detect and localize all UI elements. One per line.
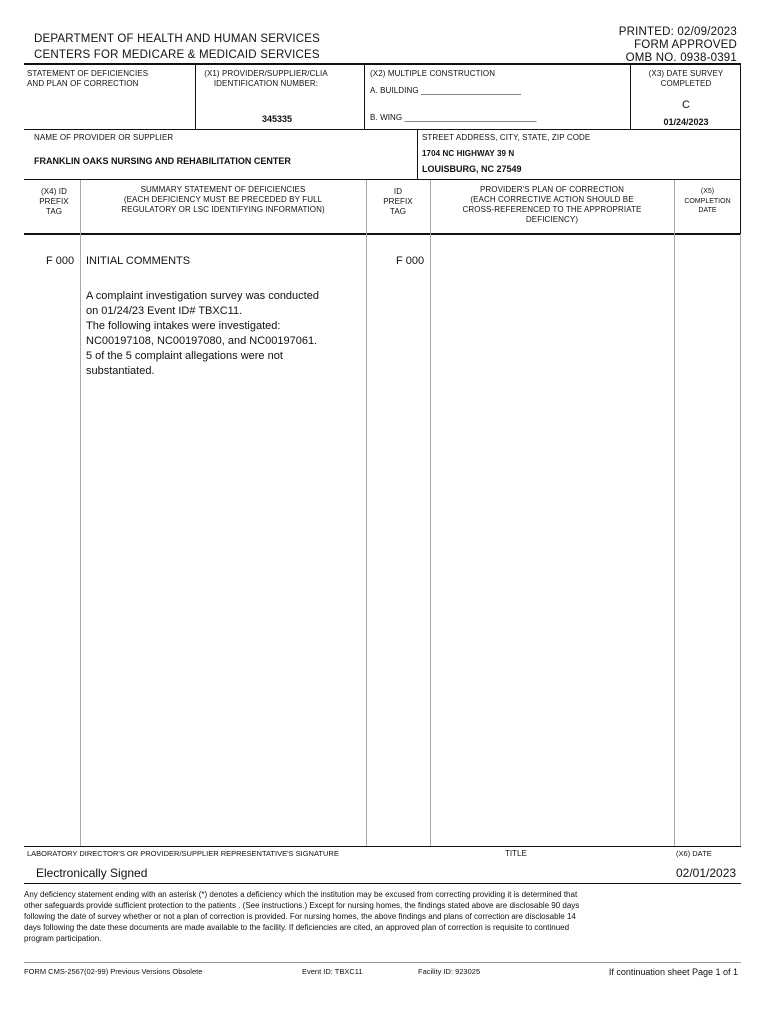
building-label: A. BUILDING ______________________ (370, 86, 522, 95)
signature-value: Electronically Signed (36, 866, 148, 880)
survey-code: C (682, 99, 690, 111)
deficiency-tag: F 000 (46, 255, 75, 267)
city-state-zip: LOUISBURG, NC 27549 (422, 164, 522, 174)
plan-header: PROVIDER'S PLAN OF CORRECTION (EACH CORRECTIVE ACTION SHOULD BE CROSS-REFERENCED TO THE APPROPRIATE DEFICIENCY) (462, 185, 642, 224)
title-label: TITLE (505, 849, 527, 858)
signature-date: 02/01/2023 (676, 866, 737, 880)
provider-id-number: 345335 (262, 114, 293, 124)
x3-label: (X3) DATE SURVEY COMPLETED (648, 69, 724, 88)
x4-header: (X4) ID PREFIX TAG (39, 187, 69, 216)
entry-text: A complaint investigation survey was conducted on 01/24/23 Event ID# TBXC11. The following intakes were investigated: NC00197108, NC00197080, and NC00197061. 5 of the 5 complaint allegations were not substantiated. (86, 290, 319, 377)
survey-date: 01/24/2023 (663, 117, 709, 127)
id-header: ID PREFIX TAG (383, 187, 413, 216)
form-number: FORM CMS-2567(02-99) Previous Versions Obsolete (24, 967, 203, 976)
summary-header: SUMMARY STATEMENT OF DEFICIENCIES (EACH DEFICIENCY MUST BE PRECEDED BY FULL REGULATORY OR LSC IDENTIFYING INFORMATION) (121, 185, 325, 214)
signature-label: LABORATORY DIRECTOR'S OR PROVIDER/SUPPLIER REPRESENTATIVE'S SIGNATURE (27, 849, 339, 858)
provider-name: FRANKLIN OAKS NURSING AND REHABILITATION CENTER (34, 156, 291, 166)
footer-event-id: Event ID: TBXC11 (302, 967, 363, 976)
x5-header: (X5) COMPLETION DATE (684, 188, 731, 214)
provider-name-label: NAME OF PROVIDER OR SUPPLIER (34, 133, 174, 142)
omb-number: OMB NO. 0938-0391 (625, 52, 737, 64)
plan-id-tag: F 000 (396, 255, 425, 267)
x2-label: (X2) MULTIPLE CONSTRUCTION (370, 69, 496, 78)
department-line-1: DEPARTMENT OF HEALTH AND HUMAN SERVICES (34, 33, 320, 45)
entry-title: INITIAL COMMENTS (86, 255, 191, 267)
page-indicator: If continuation sheet Page 1 of 1 (608, 967, 738, 977)
date-label: (X6) DATE (676, 849, 712, 858)
department-line-2: CENTERS FOR MEDICARE & MEDICAID SERVICES (34, 49, 320, 61)
wing-label: B. WING _____________________________ (370, 113, 537, 122)
disclaimer-text: Any deficiency statement ending with an asterisk (*) denotes a deficiency which the institution may be excused from correcting providing it is determined that other safeguards provide sufficient protection to the patients . (See instructions.) Except for nursing homes, the findings stated above are disclosable 90 days following the date of survey whether or not a plan of correction is provided. For nursing homes, the above findings and plans of correction are disclosable 14 days following the date these documents are made available to the facility. If deficiencies are cited, an approved plan of correction is requisite to continued program participation. (24, 890, 580, 943)
street-address: 1704 NC HIGHWAY 39 N (422, 149, 515, 158)
address-label: STREET ADDRESS, CITY, STATE, ZIP CODE (422, 133, 591, 142)
printed-date: PRINTED: 02/09/2023 (618, 26, 737, 38)
form-approved: FORM APPROVED (634, 39, 737, 51)
x1-label: (X1) PROVIDER/SUPPLIER/CLIA IDENTIFICATION NUMBER: (204, 69, 328, 88)
footer-facility-id: Facility ID: 923025 (418, 967, 481, 976)
statement-label: STATEMENT OF DEFICIENCIES AND PLAN OF CORRECTION (27, 69, 149, 88)
